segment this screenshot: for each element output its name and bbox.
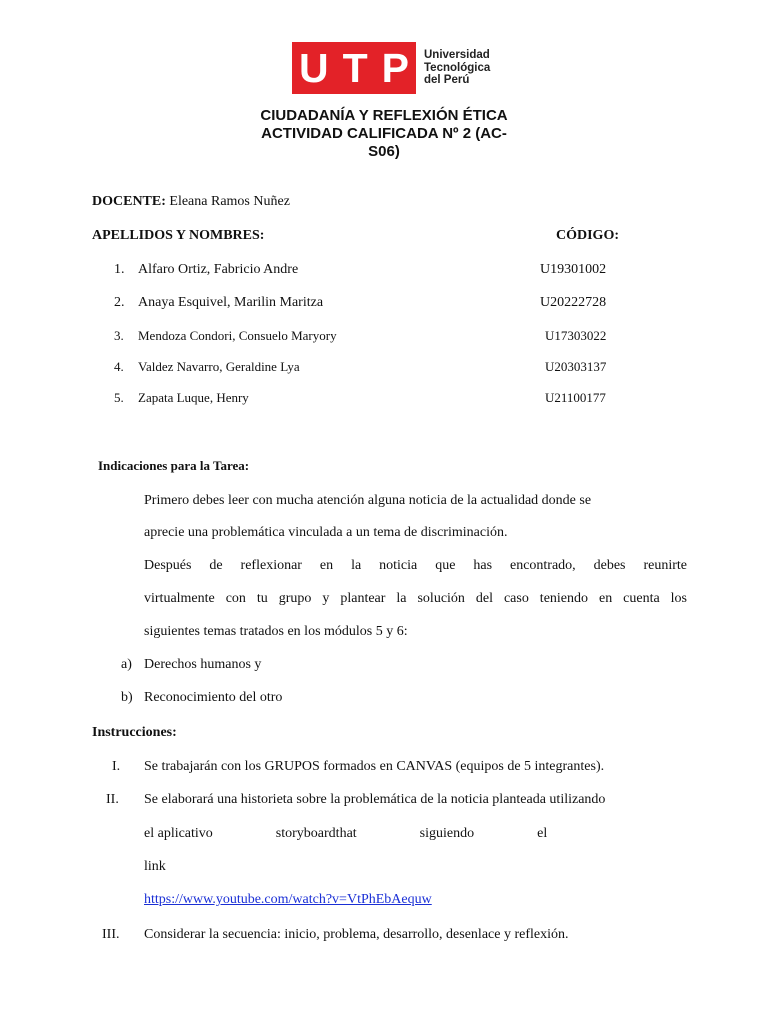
student-name: Alfaro Ortiz, Fabricio Andre	[138, 262, 299, 277]
instruccion-number: II.	[106, 792, 119, 807]
youtube-link[interactable]: https://www.youtube.com/watch?v=VtPhEbAequw	[144, 892, 432, 907]
students-names-header: APELLIDOS Y NOMBRES:	[92, 228, 265, 243]
logo-university-name: Universidad Tecnológica del Perú	[424, 49, 491, 86]
student-number: 5.	[114, 390, 124, 405]
document-title-line1: CIUDADANÍA Y REFLEXIÓN ÉTICA	[260, 107, 508, 124]
document-title-line3: S06)	[368, 143, 400, 160]
indicacion-1-line1: Primero debes leer con mucha atención alguna noticia de la actualidad donde se	[144, 493, 592, 508]
list-marker: a)	[121, 657, 132, 672]
instruccion-number: III.	[102, 927, 120, 942]
list-marker: b)	[121, 690, 133, 705]
instruccion-2-line1: Se elaborará una historieta sobre la problemática de la noticia planteada utilizando	[144, 792, 606, 807]
utp-logo	[292, 42, 416, 94]
logo-letter: U	[298, 45, 329, 91]
indicacion-1-line2: aprecie una problemática vinculada a un tema de discriminación.	[144, 525, 508, 540]
docente-label: DOCENTE:	[92, 194, 166, 209]
logo-letter: P	[381, 45, 409, 91]
docente-name: Eleana Ramos Nuñez	[169, 194, 290, 209]
instruccion-3-text: Considerar la secuencia: inicio, problema, desarrollo, desenlace y reflexión.	[144, 927, 569, 942]
student-name: Zapata Luque, Henry	[138, 390, 249, 405]
indicacion-2-line2: virtualmente con tu grupo y plantear la solución del caso teniendo en cuenta los	[144, 591, 687, 606]
instruccion-number: I.	[112, 759, 121, 774]
student-code: U21100177	[545, 390, 606, 405]
indicaciones-heading: Indicaciones para la Tarea:	[98, 458, 250, 473]
instruccion-2-line2: el aplicativo storyboardthat siguiendo el	[144, 826, 548, 841]
students-code-header: CÓDIGO:	[556, 228, 619, 243]
document-title-line2: ACTIVIDAD CALIFICADA Nº 2 (AC-	[261, 125, 507, 142]
list-item: Reconocimiento del otro	[144, 690, 283, 705]
docente-line	[92, 194, 290, 210]
logo-letter: T	[342, 45, 368, 91]
student-code: U20303137	[545, 359, 607, 374]
student-number: 2.	[114, 295, 125, 310]
student-name: Mendoza Condori, Consuelo Maryory	[138, 328, 337, 343]
student-number: 3.	[114, 328, 124, 343]
student-number: 4.	[114, 359, 124, 374]
instruccion-1-text: Se trabajarán con los GRUPOS formados en CANVAS (equipos de 5 integrantes).	[144, 759, 605, 774]
instrucciones-heading: Instrucciones:	[92, 725, 177, 740]
student-name: Anaya Esquivel, Marilin Maritza	[138, 295, 324, 310]
indicacion-2-line1: Después de reflexionar en la noticia que has encontrado, debes reunirte	[144, 558, 687, 573]
student-code: U19301002	[540, 262, 607, 277]
list-item: Derechos humanos y	[144, 657, 262, 672]
student-name: Valdez Navarro, Geraldine Lya	[138, 359, 300, 374]
indicacion-2-line3: siguientes temas tratados en los módulos 5 y 6:	[144, 624, 408, 639]
student-code: U20222728	[540, 295, 607, 310]
student-code: U17303022	[545, 328, 607, 343]
instruccion-2-line3: link	[144, 859, 166, 874]
student-number: 1.	[114, 262, 125, 277]
